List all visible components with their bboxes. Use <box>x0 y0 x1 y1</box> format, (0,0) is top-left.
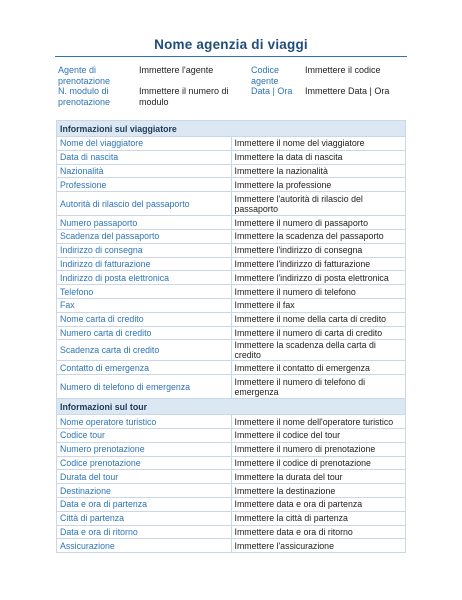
traveler-field-value[interactable]: Immettere il nome del viaggiatore <box>231 137 406 151</box>
traveler-field-value[interactable]: Immettere il numero di carta di credito <box>231 326 406 340</box>
tour-field-label: Durata del tour <box>57 470 232 484</box>
date-time-value[interactable]: Immettere Data | Ora <box>305 86 390 96</box>
table-row <box>57 312 406 326</box>
agency-title: Nome agenzia di viaggi <box>154 37 308 52</box>
table-row <box>57 257 406 271</box>
traveler-field-value[interactable]: Immettere il numero di passaporto <box>231 216 406 230</box>
tour-field-value[interactable]: Immettere la città di partenza <box>231 511 406 525</box>
tour-field-label: Numero prenotazione <box>57 442 232 456</box>
traveler-field-value[interactable]: Immettere la scadenza del passaporto <box>231 229 406 243</box>
agent-value[interactable]: Immettere l'agente <box>139 65 214 75</box>
tour-field-value[interactable]: Immettere il codice del tour <box>231 428 406 442</box>
traveler-field-label: Indirizzo di fatturazione <box>57 257 232 271</box>
traveler-field-value[interactable]: Immettere l'autorità di rilascio del passaporto <box>231 192 406 216</box>
table-row <box>57 243 406 257</box>
traveler-field-label: Contatto di emergenza <box>57 361 232 375</box>
agent-code-label: Codice agente <box>251 65 280 86</box>
table-row <box>57 484 406 498</box>
tour-section-header <box>57 399 406 415</box>
table-row <box>57 137 406 151</box>
traveler-field-value[interactable]: Immettere il numero di telefono di emergenza <box>231 375 406 399</box>
tour-field-label: Data e ora di ritorno <box>57 525 232 539</box>
traveler-field-value[interactable]: Immettere la data di nascita <box>231 150 406 164</box>
tour-field-value[interactable]: Immettere la destinazione <box>231 484 406 498</box>
tour-field-label: Nome operatore turistico <box>57 415 232 429</box>
tour-field-label: Città di partenza <box>57 511 232 525</box>
traveler-field-label: Numero carta di credito <box>57 326 232 340</box>
form-number-value[interactable]: Immettere il numero di modulo <box>139 86 229 107</box>
table-row <box>57 428 406 442</box>
tour-field-label: Codice tour <box>57 428 232 442</box>
tour-field-value[interactable]: Immettere data e ora di partenza <box>231 497 406 511</box>
table-row <box>57 229 406 243</box>
table-row <box>57 216 406 230</box>
agent-label: Agente di prenotazione <box>58 65 111 86</box>
traveler-field-label: Autorità di rilascio del passaporto <box>57 192 232 216</box>
tour-field-value[interactable]: Immettere il numero di prenotazione <box>231 442 406 456</box>
table-row <box>57 442 406 456</box>
traveler-field-label: Professione <box>57 178 232 192</box>
traveler-field-label: Nazionalità <box>57 164 232 178</box>
tour-field-label: Assicurazione <box>57 539 232 553</box>
traveler-section-header-title: Informazioni sul viaggiatore <box>57 121 406 137</box>
table-row <box>57 164 406 178</box>
tour-section-header-title: Informazioni sul tour <box>57 399 406 415</box>
traveler-field-value[interactable]: Immettere l'indirizzo di consegna <box>231 243 406 257</box>
traveler-field-value[interactable]: Immettere la professione <box>231 178 406 192</box>
table-row <box>57 470 406 484</box>
table-row <box>57 298 406 312</box>
table-row <box>57 497 406 511</box>
traveler-field-label: Fax <box>57 298 232 312</box>
traveler-field-label: Numero passaporto <box>57 216 232 230</box>
tour-field-value[interactable]: Immettere il nome dell'operatore turistico <box>231 415 406 429</box>
tour-field-value[interactable]: Immettere data e ora di ritorno <box>231 525 406 539</box>
title-divider <box>55 56 407 57</box>
tour-field-label: Codice prenotazione <box>57 456 232 470</box>
table-row <box>57 539 406 553</box>
traveler-field-value[interactable]: Immettere l'indirizzo di posta elettronica <box>231 271 406 285</box>
table-row <box>57 511 406 525</box>
table-row <box>57 271 406 285</box>
traveler-field-label: Indirizzo di consegna <box>57 243 232 257</box>
agent-code-value[interactable]: Immettere il codice <box>305 65 381 75</box>
traveler-section-header <box>57 121 406 137</box>
traveler-field-label: Telefono <box>57 285 232 299</box>
traveler-field-value[interactable]: Immettere il contatto di emergenza <box>231 361 406 375</box>
traveler-field-label: Scadenza del passaporto <box>57 229 232 243</box>
form-number-label: N. modulo di prenotazione <box>58 86 111 107</box>
table-row <box>57 340 406 361</box>
tour-field-value[interactable]: Immettere il codice di prenotazione <box>231 456 406 470</box>
traveler-field-value[interactable]: Immettere la nazionalità <box>231 164 406 178</box>
table-row <box>57 178 406 192</box>
tour-field-label: Destinazione <box>57 484 232 498</box>
traveler-field-value[interactable]: Immettere il fax <box>231 298 406 312</box>
traveler-field-value[interactable]: Immettere l'indirizzo di fatturazione <box>231 257 406 271</box>
table-row <box>57 525 406 539</box>
traveler-field-value[interactable]: Immettere il nome della carta di credito <box>231 312 406 326</box>
traveler-field-label: Indirizzo di posta elettronica <box>57 271 232 285</box>
tour-field-value[interactable]: Immettere l'assicurazione <box>231 539 406 553</box>
table-row <box>57 150 406 164</box>
traveler-field-label: Nome carta di credito <box>57 312 232 326</box>
table-row <box>57 415 406 429</box>
table-row <box>57 456 406 470</box>
traveler-field-label: Nome del viaggiatore <box>57 137 232 151</box>
table-row <box>57 285 406 299</box>
date-time-label: Data | Ora <box>251 86 293 96</box>
table-row <box>57 361 406 375</box>
booking-table <box>56 120 406 553</box>
traveler-field-label: Scadenza carta di credito <box>57 340 232 361</box>
tour-field-label: Data e ora di partenza <box>57 497 232 511</box>
table-row <box>57 192 406 216</box>
table-row <box>57 326 406 340</box>
traveler-field-label: Data di nascita <box>57 150 232 164</box>
table-row <box>57 375 406 399</box>
tour-field-value[interactable]: Immettere la durata del tour <box>231 470 406 484</box>
traveler-field-label: Numero di telefono di emergenza <box>57 375 232 399</box>
traveler-field-value[interactable]: Immettere il numero di telefono <box>231 285 406 299</box>
traveler-field-value[interactable]: Immettere la scadenza della carta di credito <box>231 340 406 361</box>
